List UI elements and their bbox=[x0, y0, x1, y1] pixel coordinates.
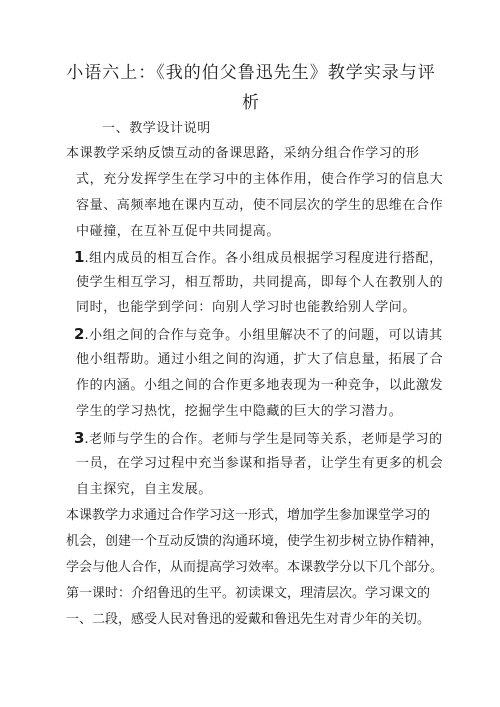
point-3-line bbox=[74, 430, 443, 448]
closing-line: 学会与他人合作，从而提高学习效率。本课教学分以下几个部分。 bbox=[66, 560, 444, 575]
point-2-line: 学生的学习热忱，挖掘学生中隐藏的巨大的学习潜力。 bbox=[76, 404, 403, 419]
section-heading: 一、教学设计说明 bbox=[102, 121, 211, 136]
point-1-line bbox=[74, 249, 443, 267]
point-3-line: 一员，在学习过程中充当参谋和指导者，让学生有更多的机会 bbox=[76, 456, 444, 471]
closing-line: 第一课时：介绍鲁迅的生平。初读课文，理清层次。学习课文的 bbox=[66, 586, 431, 601]
intro-line: 中碰撞，在互补互促中共同提高。 bbox=[76, 224, 281, 239]
document-title-line-2: 析 bbox=[242, 93, 260, 113]
closing-line: 本课教学力求通过合作学习这一形式，增加学生参加课堂学习的 bbox=[66, 508, 431, 523]
point-1-text: .组内成员的相互合作。各小组成员根据学习程度进行搭配， bbox=[84, 251, 443, 266]
point-3-line: 自主探究，自主发展。 bbox=[76, 482, 213, 497]
point-2-number: 2 bbox=[74, 325, 85, 343]
point-3-text: .老师与学生的合作。老师与学生是同等关系，老师是学习的 bbox=[84, 432, 443, 447]
intro-line: 式，充分发挥学生在学习中的主体作用，使合作学习的信息大 bbox=[76, 172, 444, 187]
point-1-line: 同时，也能学到学问：向别人学习时也能教给别人学问。 bbox=[76, 300, 417, 315]
intro-line: 本课教学采纳反馈互动的备课思路，采纳分组合作学习的形 bbox=[66, 146, 420, 161]
point-3-number: 3 bbox=[74, 429, 85, 447]
closing-line: 一、二段，感受人民对鲁迅的爱戴和鲁迅先生对青少年的关切。 bbox=[66, 612, 431, 627]
closing-line: 机会，创建一个互动反馈的沟通环境，使学生初步树立协作精神， bbox=[66, 534, 444, 549]
intro-line: 容量、高频率地在课内互动，使不同层次的学生的思维在合作 bbox=[76, 198, 444, 213]
point-1-number: 1 bbox=[74, 248, 85, 266]
point-2-line: 他小组帮助。通过小组之间的沟通，扩大了信息量，拓展了合 bbox=[76, 352, 444, 367]
point-2-line bbox=[74, 326, 443, 344]
document-title-line-1: 小语六上：《我的伯父鲁迅先生》教学实录与评 bbox=[66, 63, 436, 83]
point-2-text: .小组之间的合作与竞争。小组里解决不了的问题，可以请其 bbox=[84, 328, 443, 343]
point-1-line: 使学生相互学习，相互帮助，共同提高，即每个人在教别人的 bbox=[76, 275, 444, 290]
point-2-line: 作的内涵。小组之间的合作更多地表现为一种竞争，以此激发 bbox=[76, 378, 444, 393]
